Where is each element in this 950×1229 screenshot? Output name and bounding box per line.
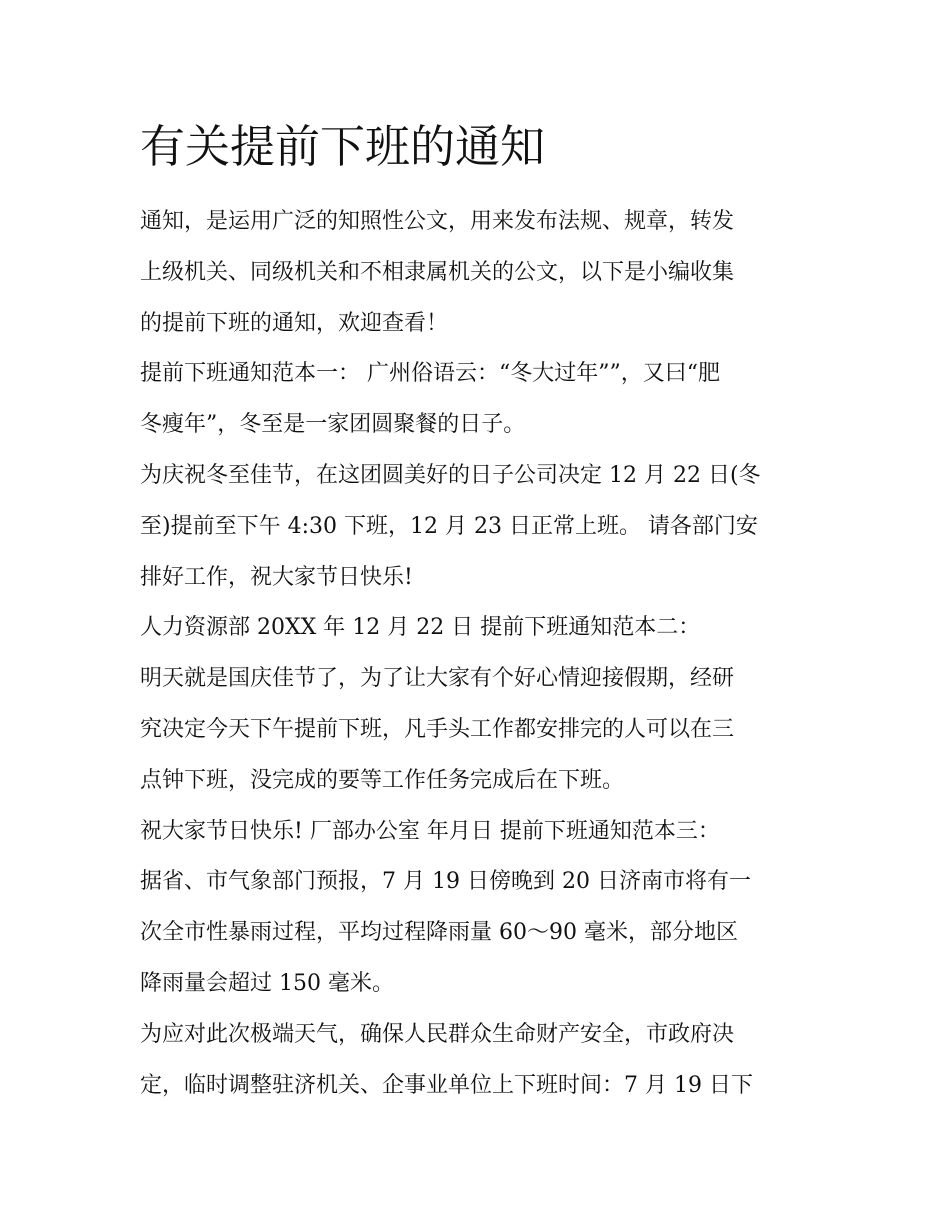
paragraph-line: 提前下班通知范本一： 广州俗语云：“冬大过年””，又曰“肥	[140, 361, 720, 387]
paragraph-line: 究决定今天下午提前下班，凡手头工作都安排完的人可以在三	[140, 716, 735, 742]
document-body	[140, 197, 820, 1111]
paragraph-line: 为应对此次极端天气，确保人民群众生命财产安全，市政府决	[140, 1021, 735, 1047]
paragraph-line: 排好工作，祝大家节日快乐!	[140, 564, 413, 590]
paragraph-line: 定，临时调整驻济机关、企事业单位上下班时间：7 月 19 日下	[140, 1072, 753, 1098]
paragraph-line: 明天就是国庆佳节了，为了让大家有个好心情迎接假期，经研	[140, 666, 735, 692]
paragraph-line: 祝大家节日快乐! 厂部办公室 年月日 提前下班通知范本三：	[140, 818, 720, 844]
page-title: 有关提前下班的通知	[140, 120, 546, 173]
paragraph-line: 降雨量会超过 150 毫米。	[140, 970, 394, 996]
paragraph-line: 冬瘦年”，冬至是一家团圆聚餐的日子。	[140, 412, 526, 438]
paragraph-line: 人力资源部 20XX 年 12 月 22 日 提前下班通知范本二：	[140, 615, 701, 641]
paragraph-line: 上级机关、同级机关和不相隶属机关的公文，以下是小编收集	[140, 259, 735, 285]
paragraph-line: 为庆祝冬至佳节，在这团圆美好的日子公司决定 12 月 22 日(冬	[140, 462, 761, 488]
paragraph-line: 据省、市气象部门预报，7 月 19 日傍晚到 20 日济南市将有一	[140, 869, 751, 895]
paragraph-line: 至)提前至下午 4:30 下班，12 月 23 日正常上班。 请各部门安	[140, 513, 758, 539]
paragraph-line: 通知，是运用广泛的知照性公文，用来发布法规、规章，转发	[140, 209, 735, 234]
paragraph-line: 的提前下班的通知，欢迎查看！	[140, 310, 449, 336]
paragraph-line: 次全市性暴雨过程，平均过程降雨量 60～90 毫米，部分地区	[140, 920, 738, 946]
paragraph-line: 点钟下班，没完成的要等工作任务完成后在下班。	[140, 767, 625, 793]
